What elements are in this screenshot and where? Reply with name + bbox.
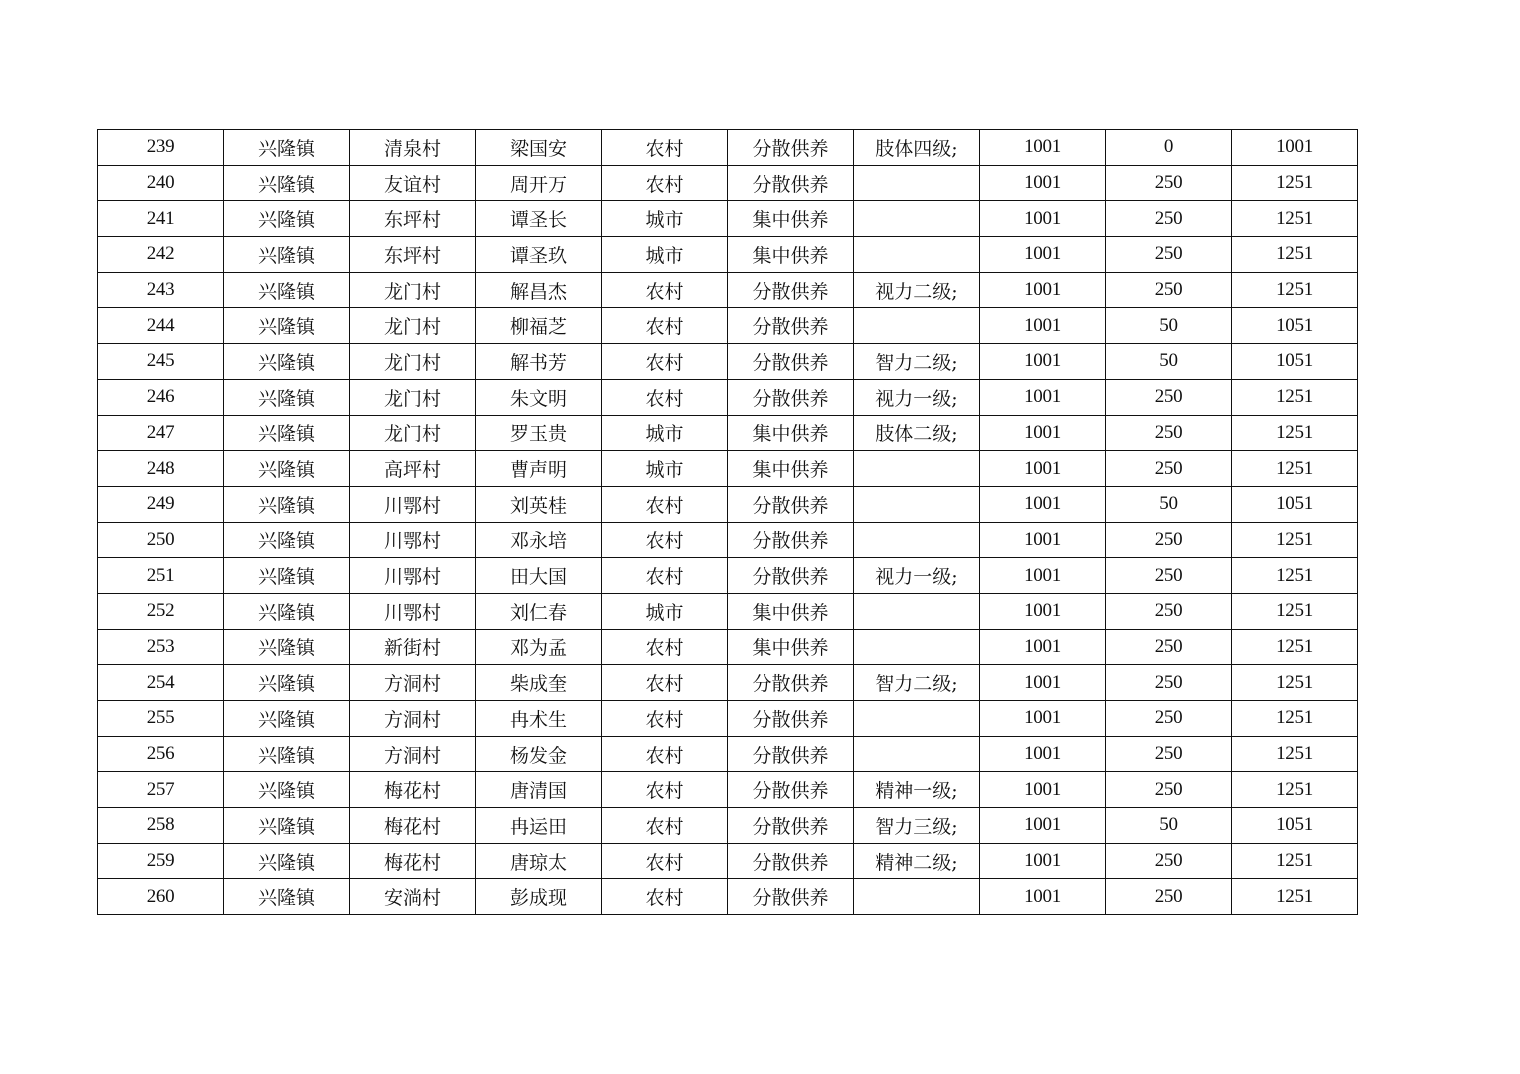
cell-total: 1251 bbox=[1232, 451, 1358, 487]
cell-base-amount: 1001 bbox=[980, 522, 1106, 558]
cell-row-number: 243 bbox=[98, 272, 224, 308]
cell-name: 解书芳 bbox=[476, 344, 602, 380]
cell-village: 龙门村 bbox=[350, 379, 476, 415]
cell-household-type: 农村 bbox=[602, 701, 728, 737]
table-row bbox=[98, 879, 1358, 915]
cell-row-number: 246 bbox=[98, 379, 224, 415]
table-row bbox=[98, 736, 1358, 772]
cell-base-amount: 1001 bbox=[980, 736, 1106, 772]
cell-row-number: 257 bbox=[98, 772, 224, 808]
table-row bbox=[98, 451, 1358, 487]
cell-name: 柴成奎 bbox=[476, 665, 602, 701]
cell-subsidy: 250 bbox=[1106, 415, 1232, 451]
cell-disability-level bbox=[854, 451, 980, 487]
cell-disability-level: 肢体二级; bbox=[854, 415, 980, 451]
cell-name: 刘仁春 bbox=[476, 593, 602, 629]
table-row bbox=[98, 522, 1358, 558]
cell-household-type: 农村 bbox=[602, 808, 728, 844]
cell-base-amount: 1001 bbox=[980, 130, 1106, 166]
cell-name: 谭圣长 bbox=[476, 201, 602, 237]
cell-disability-level bbox=[854, 629, 980, 665]
cell-household-type: 农村 bbox=[602, 130, 728, 166]
cell-base-amount: 1001 bbox=[980, 201, 1106, 237]
table-row bbox=[98, 486, 1358, 522]
cell-disability-level: 肢体四级; bbox=[854, 130, 980, 166]
data-table bbox=[97, 129, 1358, 915]
table-row bbox=[98, 629, 1358, 665]
cell-total: 1251 bbox=[1232, 379, 1358, 415]
cell-town: 兴隆镇 bbox=[224, 344, 350, 380]
cell-subsidy: 250 bbox=[1106, 701, 1232, 737]
cell-town: 兴隆镇 bbox=[224, 201, 350, 237]
cell-support-type: 分散供养 bbox=[728, 344, 854, 380]
cell-subsidy: 50 bbox=[1106, 344, 1232, 380]
cell-town: 兴隆镇 bbox=[224, 843, 350, 879]
cell-household-type: 农村 bbox=[602, 486, 728, 522]
cell-support-type: 集中供养 bbox=[728, 415, 854, 451]
cell-total: 1251 bbox=[1232, 522, 1358, 558]
cell-subsidy: 0 bbox=[1106, 130, 1232, 166]
cell-household-type: 农村 bbox=[602, 772, 728, 808]
cell-base-amount: 1001 bbox=[980, 451, 1106, 487]
cell-household-type: 城市 bbox=[602, 415, 728, 451]
table-row bbox=[98, 272, 1358, 308]
cell-subsidy: 250 bbox=[1106, 736, 1232, 772]
cell-name: 周开万 bbox=[476, 165, 602, 201]
cell-subsidy: 250 bbox=[1106, 379, 1232, 415]
cell-household-type: 城市 bbox=[602, 451, 728, 487]
cell-disability-level bbox=[854, 165, 980, 201]
cell-row-number: 254 bbox=[98, 665, 224, 701]
cell-village: 新街村 bbox=[350, 629, 476, 665]
cell-row-number: 258 bbox=[98, 808, 224, 844]
cell-village: 清泉村 bbox=[350, 130, 476, 166]
cell-village: 川鄂村 bbox=[350, 486, 476, 522]
cell-household-type: 农村 bbox=[602, 272, 728, 308]
cell-disability-level: 视力一级; bbox=[854, 379, 980, 415]
cell-name: 解昌杰 bbox=[476, 272, 602, 308]
cell-row-number: 260 bbox=[98, 879, 224, 915]
cell-town: 兴隆镇 bbox=[224, 593, 350, 629]
cell-row-number: 250 bbox=[98, 522, 224, 558]
table-row bbox=[98, 237, 1358, 273]
cell-total: 1051 bbox=[1232, 308, 1358, 344]
cell-base-amount: 1001 bbox=[980, 308, 1106, 344]
cell-name: 柳福芝 bbox=[476, 308, 602, 344]
cell-village: 方洞村 bbox=[350, 701, 476, 737]
cell-base-amount: 1001 bbox=[980, 593, 1106, 629]
cell-subsidy: 250 bbox=[1106, 165, 1232, 201]
cell-row-number: 259 bbox=[98, 843, 224, 879]
cell-household-type: 农村 bbox=[602, 558, 728, 594]
cell-total: 1251 bbox=[1232, 165, 1358, 201]
cell-town: 兴隆镇 bbox=[224, 736, 350, 772]
table-row bbox=[98, 201, 1358, 237]
cell-total: 1251 bbox=[1232, 415, 1358, 451]
cell-base-amount: 1001 bbox=[980, 486, 1106, 522]
cell-disability-level: 智力二级; bbox=[854, 344, 980, 380]
cell-name: 朱文明 bbox=[476, 379, 602, 415]
cell-row-number: 245 bbox=[98, 344, 224, 380]
cell-town: 兴隆镇 bbox=[224, 701, 350, 737]
cell-total: 1001 bbox=[1232, 130, 1358, 166]
cell-total: 1251 bbox=[1232, 843, 1358, 879]
cell-town: 兴隆镇 bbox=[224, 665, 350, 701]
table-row bbox=[98, 558, 1358, 594]
cell-name: 彭成现 bbox=[476, 879, 602, 915]
cell-subsidy: 250 bbox=[1106, 593, 1232, 629]
cell-row-number: 248 bbox=[98, 451, 224, 487]
cell-household-type: 农村 bbox=[602, 879, 728, 915]
cell-village: 高坪村 bbox=[350, 451, 476, 487]
table-row bbox=[98, 308, 1358, 344]
cell-name: 邓永培 bbox=[476, 522, 602, 558]
cell-town: 兴隆镇 bbox=[224, 415, 350, 451]
cell-support-type: 分散供养 bbox=[728, 665, 854, 701]
cell-total: 1251 bbox=[1232, 272, 1358, 308]
table-row bbox=[98, 772, 1358, 808]
cell-name: 杨发金 bbox=[476, 736, 602, 772]
cell-row-number: 240 bbox=[98, 165, 224, 201]
cell-total: 1251 bbox=[1232, 665, 1358, 701]
cell-base-amount: 1001 bbox=[980, 843, 1106, 879]
cell-village: 龙门村 bbox=[350, 344, 476, 380]
cell-town: 兴隆镇 bbox=[224, 808, 350, 844]
cell-row-number: 255 bbox=[98, 701, 224, 737]
cell-support-type: 分散供养 bbox=[728, 808, 854, 844]
cell-town: 兴隆镇 bbox=[224, 379, 350, 415]
cell-total: 1251 bbox=[1232, 558, 1358, 594]
cell-row-number: 244 bbox=[98, 308, 224, 344]
cell-town: 兴隆镇 bbox=[224, 629, 350, 665]
cell-subsidy: 250 bbox=[1106, 272, 1232, 308]
cell-base-amount: 1001 bbox=[980, 272, 1106, 308]
cell-support-type: 分散供养 bbox=[728, 772, 854, 808]
cell-town: 兴隆镇 bbox=[224, 522, 350, 558]
cell-name: 冉运田 bbox=[476, 808, 602, 844]
cell-subsidy: 250 bbox=[1106, 629, 1232, 665]
cell-household-type: 农村 bbox=[602, 308, 728, 344]
cell-support-type: 分散供养 bbox=[728, 558, 854, 594]
cell-name: 邓为孟 bbox=[476, 629, 602, 665]
cell-town: 兴隆镇 bbox=[224, 308, 350, 344]
cell-support-type: 分散供养 bbox=[728, 843, 854, 879]
cell-disability-level bbox=[854, 522, 980, 558]
cell-total: 1051 bbox=[1232, 808, 1358, 844]
cell-disability-level bbox=[854, 736, 980, 772]
cell-village: 友谊村 bbox=[350, 165, 476, 201]
cell-total: 1251 bbox=[1232, 879, 1358, 915]
cell-household-type: 农村 bbox=[602, 379, 728, 415]
cell-name: 唐琼太 bbox=[476, 843, 602, 879]
cell-household-type: 农村 bbox=[602, 736, 728, 772]
cell-subsidy: 250 bbox=[1106, 665, 1232, 701]
cell-household-type: 城市 bbox=[602, 593, 728, 629]
cell-name: 刘英桂 bbox=[476, 486, 602, 522]
cell-village: 梅花村 bbox=[350, 843, 476, 879]
cell-household-type: 农村 bbox=[602, 843, 728, 879]
cell-total: 1251 bbox=[1232, 701, 1358, 737]
cell-town: 兴隆镇 bbox=[224, 879, 350, 915]
cell-row-number: 253 bbox=[98, 629, 224, 665]
cell-row-number: 242 bbox=[98, 237, 224, 273]
cell-row-number: 239 bbox=[98, 130, 224, 166]
cell-base-amount: 1001 bbox=[980, 701, 1106, 737]
cell-town: 兴隆镇 bbox=[224, 272, 350, 308]
cell-total: 1251 bbox=[1232, 593, 1358, 629]
cell-support-type: 集中供养 bbox=[728, 451, 854, 487]
cell-town: 兴隆镇 bbox=[224, 237, 350, 273]
cell-disability-level bbox=[854, 486, 980, 522]
cell-name: 唐清国 bbox=[476, 772, 602, 808]
cell-support-type: 集中供养 bbox=[728, 593, 854, 629]
cell-subsidy: 50 bbox=[1106, 308, 1232, 344]
cell-disability-level: 视力二级; bbox=[854, 272, 980, 308]
cell-row-number: 241 bbox=[98, 201, 224, 237]
cell-base-amount: 1001 bbox=[980, 415, 1106, 451]
cell-total: 1251 bbox=[1232, 237, 1358, 273]
cell-base-amount: 1001 bbox=[980, 558, 1106, 594]
cell-household-type: 城市 bbox=[602, 237, 728, 273]
cell-town: 兴隆镇 bbox=[224, 451, 350, 487]
cell-village: 龙门村 bbox=[350, 308, 476, 344]
cell-village: 梅花村 bbox=[350, 772, 476, 808]
table-row bbox=[98, 593, 1358, 629]
table-row bbox=[98, 665, 1358, 701]
cell-household-type: 农村 bbox=[602, 629, 728, 665]
cell-town: 兴隆镇 bbox=[224, 558, 350, 594]
cell-support-type: 分散供养 bbox=[728, 308, 854, 344]
cell-village: 川鄂村 bbox=[350, 593, 476, 629]
cell-total: 1251 bbox=[1232, 629, 1358, 665]
cell-name: 罗玉贵 bbox=[476, 415, 602, 451]
cell-village: 东坪村 bbox=[350, 237, 476, 273]
cell-subsidy: 250 bbox=[1106, 237, 1232, 273]
cell-subsidy: 250 bbox=[1106, 522, 1232, 558]
cell-disability-level bbox=[854, 593, 980, 629]
cell-village: 方洞村 bbox=[350, 665, 476, 701]
cell-support-type: 分散供养 bbox=[728, 272, 854, 308]
table-row bbox=[98, 415, 1358, 451]
cell-support-type: 集中供养 bbox=[728, 237, 854, 273]
cell-support-type: 分散供养 bbox=[728, 379, 854, 415]
cell-disability-level: 视力一级; bbox=[854, 558, 980, 594]
table-row bbox=[98, 808, 1358, 844]
table-row bbox=[98, 130, 1358, 166]
cell-subsidy: 250 bbox=[1106, 843, 1232, 879]
table-row bbox=[98, 165, 1358, 201]
table-row bbox=[98, 379, 1358, 415]
table-body bbox=[98, 130, 1358, 915]
cell-village: 安淌村 bbox=[350, 879, 476, 915]
cell-support-type: 分散供养 bbox=[728, 701, 854, 737]
cell-name: 谭圣玖 bbox=[476, 237, 602, 273]
cell-total: 1251 bbox=[1232, 201, 1358, 237]
cell-support-type: 分散供养 bbox=[728, 879, 854, 915]
cell-base-amount: 1001 bbox=[980, 379, 1106, 415]
cell-base-amount: 1001 bbox=[980, 237, 1106, 273]
cell-subsidy: 250 bbox=[1106, 558, 1232, 594]
cell-household-type: 农村 bbox=[602, 344, 728, 380]
cell-disability-level bbox=[854, 201, 980, 237]
cell-subsidy: 50 bbox=[1106, 486, 1232, 522]
cell-support-type: 分散供养 bbox=[728, 130, 854, 166]
cell-subsidy: 50 bbox=[1106, 808, 1232, 844]
cell-subsidy: 250 bbox=[1106, 201, 1232, 237]
table-row bbox=[98, 701, 1358, 737]
cell-row-number: 249 bbox=[98, 486, 224, 522]
cell-household-type: 城市 bbox=[602, 201, 728, 237]
cell-name: 冉术生 bbox=[476, 701, 602, 737]
cell-row-number: 252 bbox=[98, 593, 224, 629]
cell-support-type: 集中供养 bbox=[728, 629, 854, 665]
cell-disability-level: 精神二级; bbox=[854, 843, 980, 879]
cell-name: 田大国 bbox=[476, 558, 602, 594]
cell-support-type: 分散供养 bbox=[728, 522, 854, 558]
cell-total: 1051 bbox=[1232, 486, 1358, 522]
cell-support-type: 分散供养 bbox=[728, 486, 854, 522]
cell-disability-level: 智力二级; bbox=[854, 665, 980, 701]
cell-household-type: 农村 bbox=[602, 165, 728, 201]
cell-disability-level: 智力三级; bbox=[854, 808, 980, 844]
cell-disability-level bbox=[854, 701, 980, 737]
cell-total: 1051 bbox=[1232, 344, 1358, 380]
cell-name: 曹声明 bbox=[476, 451, 602, 487]
cell-village: 川鄂村 bbox=[350, 522, 476, 558]
table-row bbox=[98, 843, 1358, 879]
cell-subsidy: 250 bbox=[1106, 772, 1232, 808]
cell-village: 龙门村 bbox=[350, 272, 476, 308]
cell-base-amount: 1001 bbox=[980, 165, 1106, 201]
cell-household-type: 农村 bbox=[602, 665, 728, 701]
cell-village: 梅花村 bbox=[350, 808, 476, 844]
cell-name: 梁国安 bbox=[476, 130, 602, 166]
cell-support-type: 分散供养 bbox=[728, 165, 854, 201]
cell-subsidy: 250 bbox=[1106, 451, 1232, 487]
cell-total: 1251 bbox=[1232, 772, 1358, 808]
cell-base-amount: 1001 bbox=[980, 879, 1106, 915]
cell-row-number: 256 bbox=[98, 736, 224, 772]
cell-village: 龙门村 bbox=[350, 415, 476, 451]
cell-town: 兴隆镇 bbox=[224, 165, 350, 201]
cell-village: 东坪村 bbox=[350, 201, 476, 237]
cell-disability-level bbox=[854, 237, 980, 273]
cell-row-number: 247 bbox=[98, 415, 224, 451]
cell-base-amount: 1001 bbox=[980, 344, 1106, 380]
cell-village: 方洞村 bbox=[350, 736, 476, 772]
cell-village: 川鄂村 bbox=[350, 558, 476, 594]
cell-disability-level bbox=[854, 308, 980, 344]
cell-base-amount: 1001 bbox=[980, 629, 1106, 665]
cell-household-type: 农村 bbox=[602, 522, 728, 558]
cell-support-type: 集中供养 bbox=[728, 201, 854, 237]
cell-disability-level bbox=[854, 879, 980, 915]
cell-base-amount: 1001 bbox=[980, 808, 1106, 844]
cell-base-amount: 1001 bbox=[980, 665, 1106, 701]
cell-town: 兴隆镇 bbox=[224, 486, 350, 522]
cell-town: 兴隆镇 bbox=[224, 772, 350, 808]
cell-town: 兴隆镇 bbox=[224, 130, 350, 166]
cell-base-amount: 1001 bbox=[980, 772, 1106, 808]
cell-disability-level: 精神一级; bbox=[854, 772, 980, 808]
cell-total: 1251 bbox=[1232, 736, 1358, 772]
cell-row-number: 251 bbox=[98, 558, 224, 594]
cell-subsidy: 250 bbox=[1106, 879, 1232, 915]
table-row bbox=[98, 344, 1358, 380]
cell-support-type: 分散供养 bbox=[728, 736, 854, 772]
